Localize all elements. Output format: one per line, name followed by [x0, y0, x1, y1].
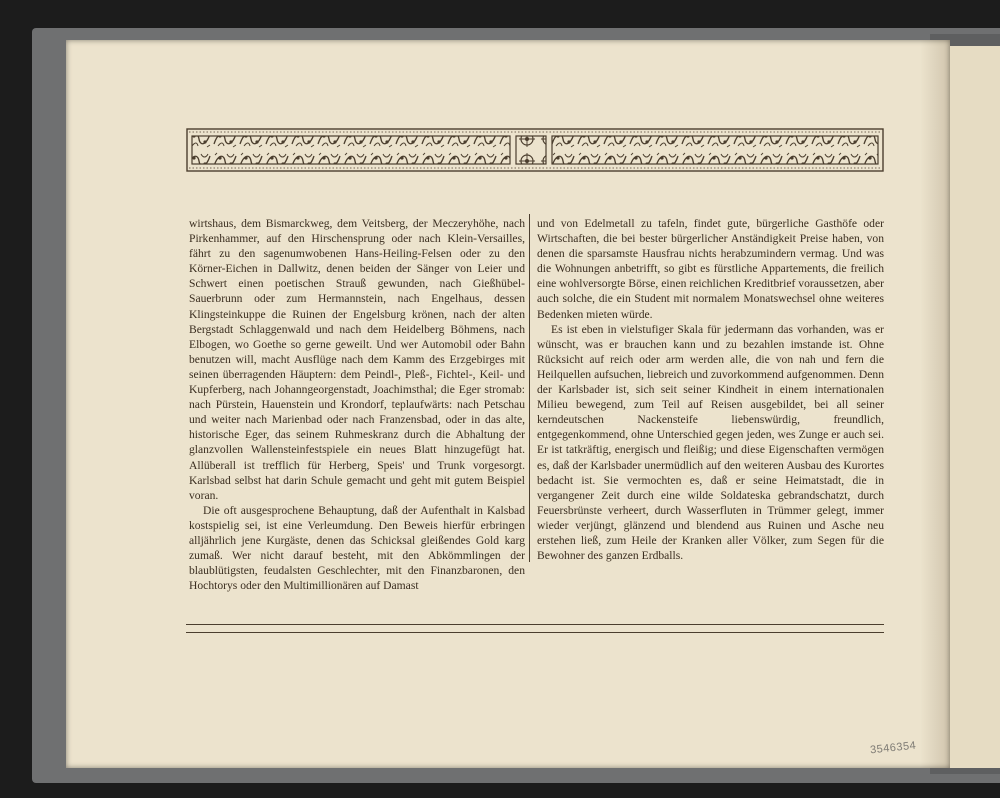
right-text-column: [537, 216, 884, 563]
paragraph: Die oft ausgesprochene Behauptung, daß der Aufenthalt in Kalsbad kostspielig sei, ist eine Verleumdung. Den Beweis hierfür erbringen alljährlich jene Kurgäste, denen das Schicksal gleißendes Gold karg zumaß. Wer nicht darauf besteht, mit den Abkömmlingen der blaublütigsten, feudalsten Geschlechter, mit den Finanzbaronen, den Hochtorys oder den Multimillionären auf Damast: [189, 503, 525, 593]
column-divider: [529, 214, 530, 562]
paragraph: und von Edelmetall zu tafeln, findet gute, bürgerliche Gasthöfe oder Wirtschaften, die bei bester bürgerlicher Anständigkeit Preise haben, von denen die sparsamste Hausfrau nichts herabzumindern vermag. Und was die Wohnungen anbetrifft, so gibt es fürstliche Appartements, die freilich eine wohlversorgte Börse, einen reichlichen Kreditbrief voraussetzen, aber auch solche, die ein Student mit normalem Monatswechsel ohne weiteres Bedenken mieten würde.: [537, 217, 884, 321]
ornamental-header-band: [186, 128, 884, 172]
paragraph: wirtshaus, dem Bismarckweg, dem Veitsberg, der Meczeryhöhe, nach Pirkenhammer, auf den Hirschensprung oder nach Klein-Versailles, fährt zu den sagenumwobenen Hans-Heiling-Felsen oder zu den Körner-Eichen in Dallwitz, denen beiden der Sänger von Leier und Schwert einen poetischen Strauß gewunden, nach Gießhübel-Sauerbrunn oder zum Hermannstein, nach Engelhaus, dessen Klingsteinkuppe die Ruinen der Engelsburg krönen, nach der alten Bergstadt Schlaggenwald und nach dem Heidelberg Böhmens, nach Elbogen, wo Goethe so gerne geweilt. Und wer Automobil oder Bahn benutzen will, macht Ausflüge nach dem Kamm des Erzgebirges mit seinen überragenden Häuptern: dem Peindl-, Pleß-, Fichtel-, Keil- und Kupferberg, nach Johanngeorgenstadt, Joachimsthal; die Eger stromab: nach Pürstein, Hauenstein und Krondorf, teplaufwärts: nach Petschau und weiter nach Marienbad oder nach Franzensbad, oder in das alte, historische Eger, das seinem Ruhmeskranz durch die Abhaltung der glanzvollen Wallensteinfestspiele ein neues Blatt hinzugefügt hat. Allüberall ist trefflich für Herberg, Speis' und Trunk vorgesorgt. Karlsbad selbst hat darin Schule gemacht und geht mit gutem Beispiel voran.: [189, 217, 525, 502]
left-text-column: [189, 216, 525, 593]
archive-stamp-number: 3546354: [869, 739, 917, 757]
footer-rule-top: [186, 624, 884, 625]
page-gutter-shadow: [920, 40, 950, 768]
footer-rule-bottom: [186, 632, 884, 633]
adjacent-page-edge: [948, 46, 1000, 768]
paragraph: Es ist eben in vielstufiger Skala für jedermann das vorhanden, was er wünscht, was er brauchen kann und zu bezahlen imstande ist. Ohne Rücksicht auf reich oder arm werden alle, die von nah und fern die Heilquellen aufsuchen, liebreich und zuvorkommend aufgenommen. Denn der Karlsbader ist, sich seit seiner Kindheit in einem internationalen Milieu bewegend, zum Teil auf Reisen ausgebildet, bei all seiner kerndeutschen Nackensteife liebenswürdig, freundlich, entgegenkommend, ohne Unterschied gegen jeden, wes Zunge er auch sei. Er ist tatkräftig, energisch und fleißig; und diese Eigenschaften vermögen es, daß der Karlsbader unermüdlich auf den weiteren Ausbau des Kurortes bedacht ist. Sie vermochten es, daß er seine Heimatstadt, die in vergangener Zeit durch eine wilde Soldateska gebrandschatzt, durch Feuersbrünste verheert, durch Wasserfluten in Trümmer gelegt, immer wieder verjüngt, glänzend und blendend aus Ruinen und Asche neu erstehen ließ, zum Heile der Kranken aller Völker, zum Segen für die Bewohner des ganzen Erdballs.: [537, 322, 884, 563]
